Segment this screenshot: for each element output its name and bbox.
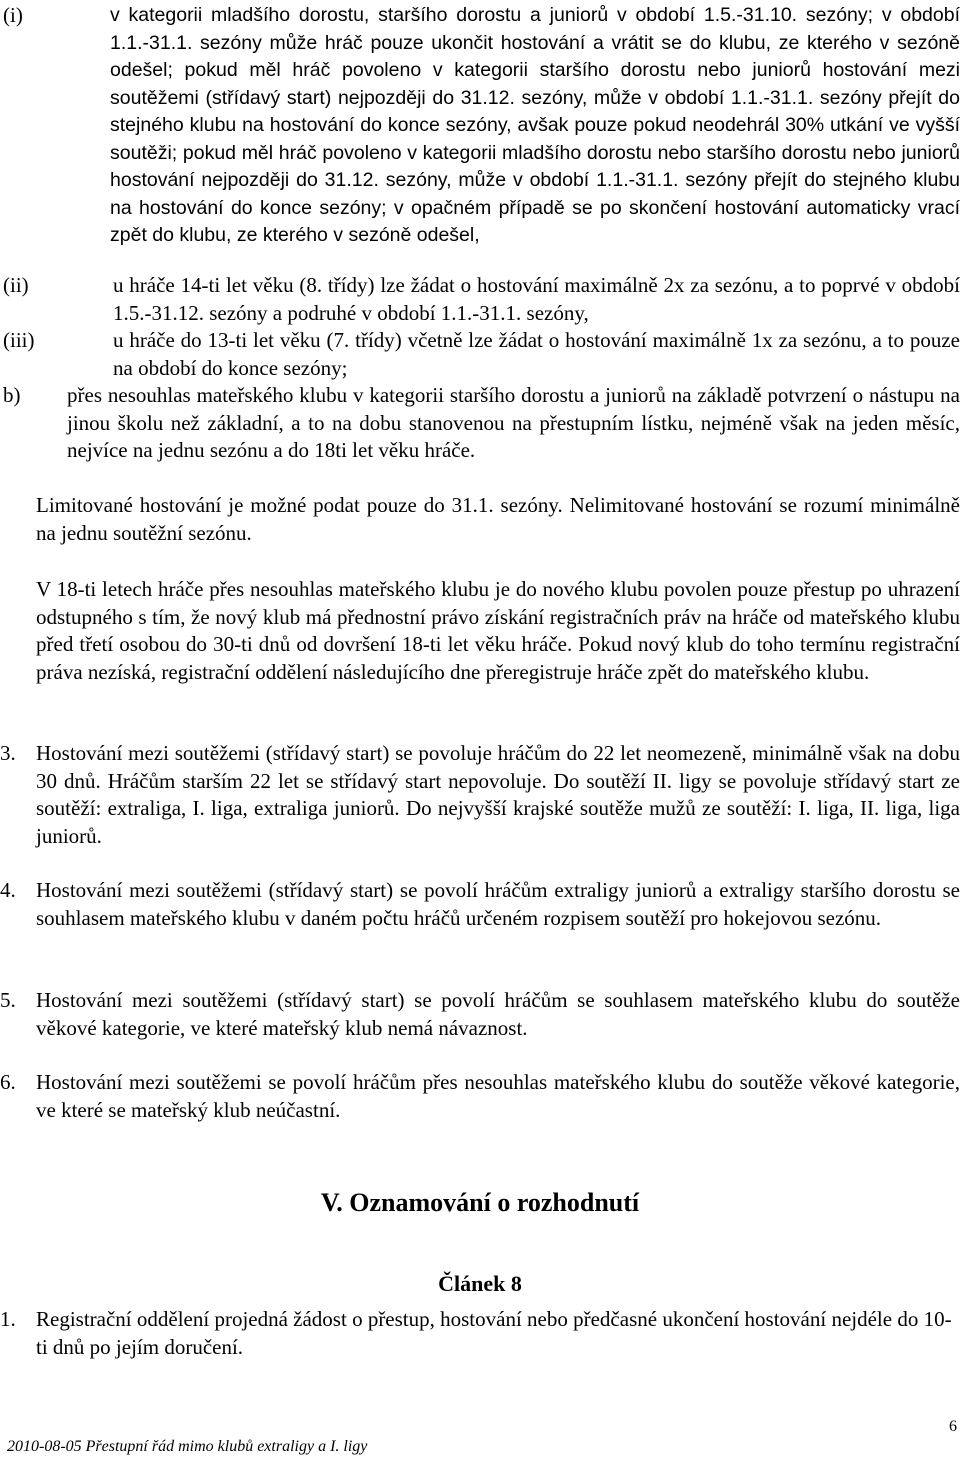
item-number-6: 6.	[0, 1070, 16, 1094]
item-number-4: 4.	[0, 878, 16, 902]
list-label-ii: (ii)	[3, 273, 29, 297]
item-text-3: Hostování mezi soutěžemi (střídavý start) se povoluje hráčům do 22 let neomezeně, minimálně však na dobu 30 dnů. Hráčům starším 22 let se střídavý start nepovoluje. Do soutěží II. ligy se povoluje střídavý start ze soutěží: extraliga, I. liga, extraliga juniorů. Do nejvyšší krajské soutěže mužů ze soutěží: I. liga, II. liga, liga juniorů.	[36, 741, 960, 848]
item-number-5: 5.	[0, 988, 16, 1012]
paragraph-limited-loan: Limitované hostování je možné podat pouze do 31.1. sezóny. Nelimitované hostování se rozumí minimálně na jednu soutěžní sezónu.	[36, 493, 960, 545]
list-item-iii-text: u hráče do 13-ti let věku (7. třídy) včetně lze žádat o hostování maximálně 1x za sezónu, a to pouze na období do konce sezóny;	[113, 328, 960, 380]
list-item-ii-text: u hráče 14-ti let věku (8. třídy) lze žádat o hostování maximálně 2x za sezónu, a to poprvé v období 1.5.-31.12. sezóny a podruhé v období 1.1.-31.1. sezóny,	[113, 273, 960, 325]
article-heading: Článek 8	[438, 1271, 522, 1296]
item-number-3: 3.	[0, 741, 16, 765]
list-label-i: (i)	[3, 3, 23, 27]
paragraph-age-18: V 18-ti letech hráče přes nesouhlas mateřského klubu je do nového klubu povolen pouze přestup po uhrazení odstupného s tím, že nový klub má přednostní právo získání registračních práv na hráče od mateřského klubu před třetí osobou do 30-ti dnů od dovršení 18-ti let věku hráče. Pokud nový klub do toho termínu registrační práva nezíská, registrační oddělení následujícího dne přeregistruje hráče zpět do mateřského klubu.	[36, 577, 960, 684]
item-text-6: Hostování mezi soutěžemi se povolí hráčům přes nesouhlas mateřského klubu do soutěže věkové kategorie, ve které se mateřský klub neúčastní.	[36, 1070, 960, 1122]
section-heading: V. Oznamování o rozhodnutí	[320, 1188, 640, 1217]
item-b-text: přes nesouhlas mateřského klubu v kategorii staršího dorostu a juniorů na základě potvrzení o nástupu na jinou školu než základní, a to na dobu stanovenou na přestupním lístku, nejméně však na jeden měsíc, nejvíce na jednu sezónu a do 18ti let věku hráče.	[67, 383, 960, 462]
article-item-text-1: Registrační oddělení projedná žádost o přestup, hostování nebo předčasné ukončení hostování nejdéle do 10-ti dnů po jejím doručení.	[36, 1307, 952, 1359]
list-item-i-text: v kategorii mladšího dorostu, staršího dorostu a juniorů v období 1.5.-31.10. sezóny; v období 1.1.-31.1. sezóny může hráč pouze ukončit hostování a vrátit se do klubu, ze kterého v sezóně odešel; pokud měl hráč povoleno v kategorii staršího dorostu nebo juniorů hostování mezi soutěžemi (střídavý start) nejpozději do 31.12. sezóny, může v období 1.1.-31.1. sezóny přejít do stejného klubu na hostování do konce sezóny, avšak pouze pokud neodehrál 30% utkání ve vyšší soutěži; pokud měl hráč povoleno v kategorii mladšího dorostu nebo staršího dorostu nebo juniorů hostování nejpozději do 31.12. sezóny, může v období 1.1.-31.1. sezóny přejít do stejného klubu na hostování do konce sezóny; v opačném případě se po skončení hostování automaticky vrací zpět do klubu, ze kterého v sezóně odešel,	[110, 4, 960, 246]
list-label-iii: (iii)	[3, 328, 35, 352]
item-b-label: b)	[3, 383, 21, 407]
item-text-4: Hostování mezi soutěžemi (střídavý start) se povolí hráčům extraligy juniorů a extraligy staršího dorostu se souhlasem mateřského klubu v daném počtu hráčů určeném rozpisem soutěží pro hokejovou sezónu.	[36, 878, 960, 930]
article-item-number-1: 1.	[0, 1307, 16, 1331]
page-number: 6	[949, 1418, 957, 1435]
item-text-5: Hostování mezi soutěžemi (střídavý start) se povolí hráčům se souhlasem mateřského klubu do soutěže věkové kategorie, ve které mateřský klub nemá návaznost.	[36, 988, 960, 1040]
page-footer: 2010-08-05 Přestupní řád mimo klubů extraligy a I. ligy	[7, 1438, 368, 1455]
